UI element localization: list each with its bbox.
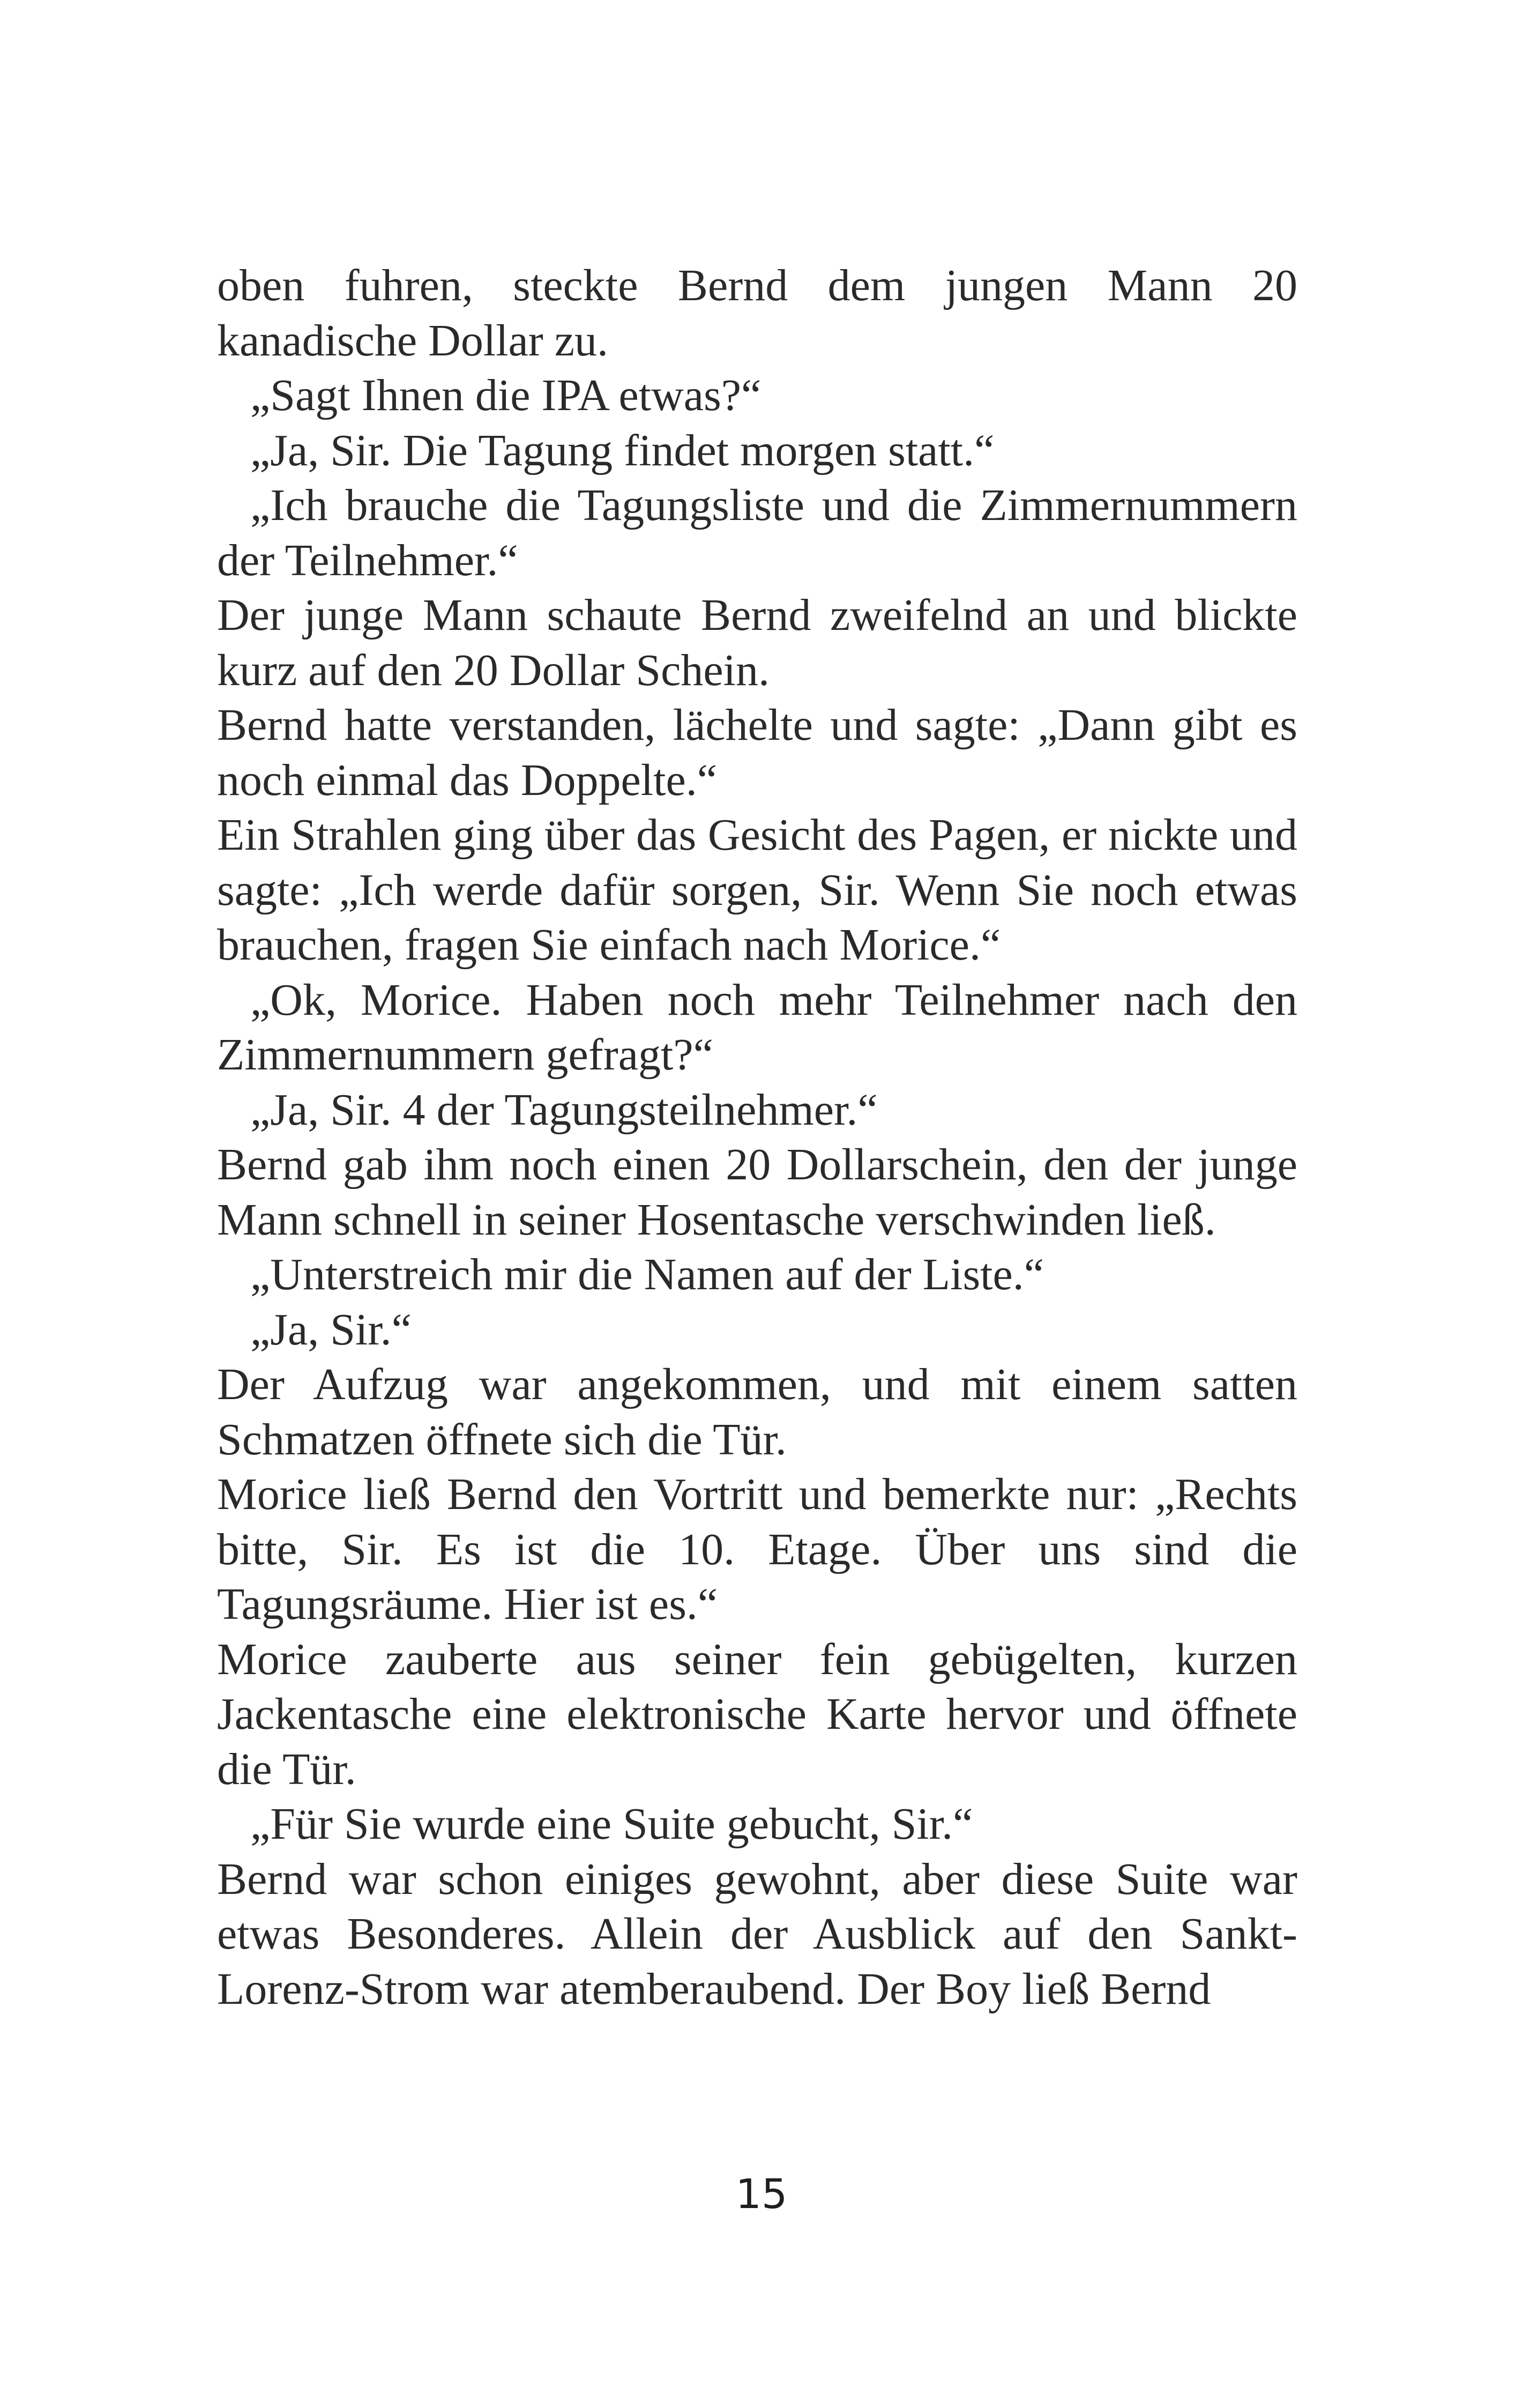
paragraph: „Für Sie wurde eine Suite gebucht, Sir.“ xyxy=(250,1799,973,1849)
paragraph: „Ja, Sir. 4 der Tagungsteilnehmer.“ xyxy=(250,1084,878,1135)
paragraph: „Ja, Sir. Die Tagung findet morgen statt.“ xyxy=(250,425,995,475)
paragraph: „Unterstreich mir die Namen auf der Liste.“ xyxy=(250,1250,1044,1299)
page-number: 15 xyxy=(735,2170,788,2218)
paragraph: „Ich brauche die Tagungsliste und die Zimmernummern der Teilnehmer.“ xyxy=(217,480,1297,585)
body-text xyxy=(217,258,1297,2017)
paragraph: Der Aufzug war angekommen, und mit einem satten Schmatzen öffnete sich die Tür. xyxy=(217,1359,1297,1465)
paragraph: Der junge Mann schaute Bernd zweifelnd an und blickte kurz auf den 20 Dollar Schein. xyxy=(217,590,1297,695)
paragraph: Bernd hatte verstanden, lächelte und sagte: „Dann gibt es noch einmal das Doppelte.“ xyxy=(217,700,1297,805)
paragraph: oben fuhren, steckte Bernd dem jungen Mann 20 kanadische Dollar zu. xyxy=(217,261,1297,366)
paragraph: Bernd gab ihm noch einen 20 Dollarschein, den der junge Mann schnell in seiner Hosentasche verschwinden ließ. xyxy=(217,1140,1297,1245)
paragraph: „Ja, Sir.“ xyxy=(250,1304,412,1355)
paragraph: „Sagt Ihnen die IPA etwas?“ xyxy=(250,370,762,420)
paragraph: „Ok, Morice. Haben noch mehr Teilnehmer nach den Zimmernummern gefragt?“ xyxy=(217,975,1297,1080)
paragraph: Morice ließ Bernd den Vortritt und bemerkte nur: „Rechts bitte, Sir. Es ist die 10. Etage. Über uns sind die Tagungsräume. Hier ist es.“ xyxy=(217,1469,1297,1629)
paragraph: Ein Strahlen ging über das Gesicht des Pagen, er nickte und sagte: „Ich werde dafür sorgen, Sir. Wenn Sie noch etwas brauchen, fragen Sie einfach nach Morice.“ xyxy=(217,810,1297,970)
paragraph: Morice zauberte aus seiner fein gebügelten, kurzen Jackentasche eine elektronische Karte hervor und öffnete die Tür. xyxy=(217,1634,1297,1794)
paragraph: Bernd war schon einiges gewohnt, aber diese Suite war etwas Besonderes. Allein der Ausblick auf den Sankt-Lorenz-Strom war atemberaubend. Der Boy ließ Bernd xyxy=(217,1854,1297,2014)
